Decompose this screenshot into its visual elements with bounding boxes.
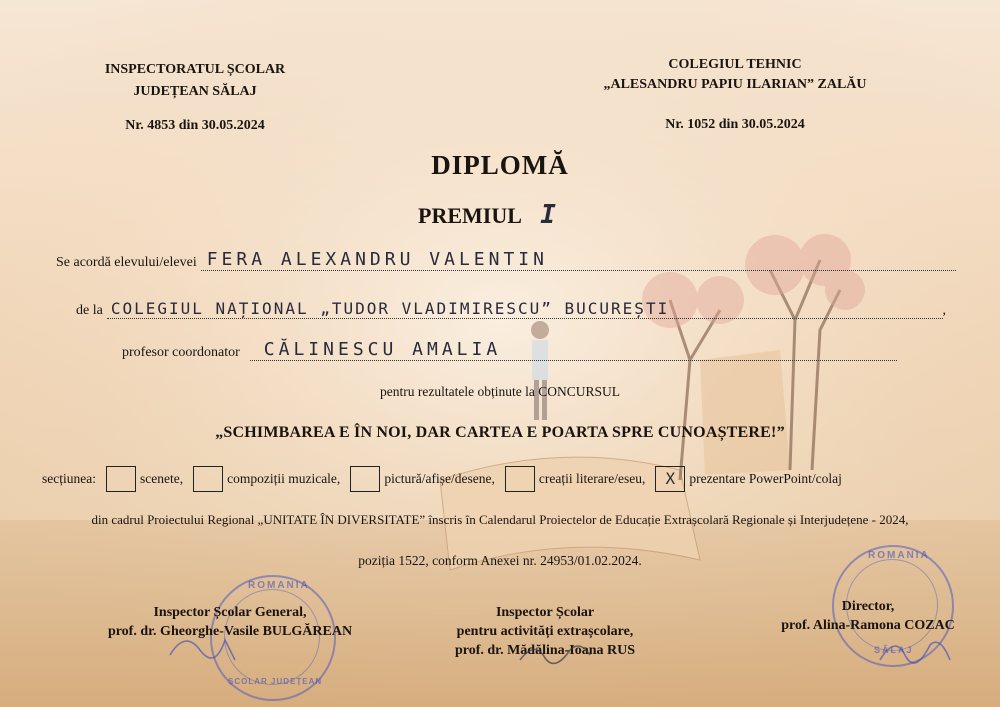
project-line: din cadrul Proiectului Regional „UNITATE ÎN DIVERSITATE” înscris în Calendarul Proiectelor de Educație Extrașcolară Regionale și Interjudețene - 2024, [91, 512, 909, 527]
prize-value: I [540, 200, 560, 230]
stamp-left-top-text: ROMANIA [248, 580, 310, 591]
right-header-line1: COLEGIUL TEHNIC [668, 57, 802, 72]
section-option-label: scenete, [139, 471, 184, 486]
stamp-right-bottom-text: SĂLAJ [874, 645, 914, 655]
school-label: de la [76, 303, 103, 318]
school-suffix: , [942, 303, 946, 318]
signature-3-title: Director, [841, 599, 895, 614]
signature-1-name: prof. dr. Gheorghe-Vasile BULGĂREAN [107, 624, 353, 639]
teacher-label: profesor coordonator [122, 345, 240, 360]
student-label: Se acordă elevului/elevei [56, 255, 197, 270]
diploma-title: DIPLOMĂ [431, 150, 569, 180]
stamp-left-bottom-text: ȘCOLAR JUDEȚEAN [228, 677, 323, 686]
signature-1-title: Inspector Școlar General, [153, 605, 307, 620]
prize-label: PREMIUL [418, 203, 521, 228]
contest-intro: pentru rezultatele obținute la CONCURSUL [380, 384, 620, 399]
school-name: COLEGIUL NAȚIONAL „TUDOR VLADIMIRESCU” BUCUREȘTI [110, 299, 670, 318]
section-option-label: pictură/afișe/desene, [384, 471, 495, 486]
stamp-right-top-text: ROMANIA [868, 550, 930, 561]
teacher-name: CĂLINESCU AMALIA [263, 339, 502, 360]
left-header-line2: JUDEȚEAN SĂLAJ [133, 84, 257, 99]
signature-3-name: prof. Alina-Ramona COZAC [781, 618, 955, 633]
signature-2-subtitle: pentru activități extrașcolare, [456, 624, 634, 639]
left-header-line1: INSPECTORATUL ȘCOLAR [104, 62, 286, 77]
signature-2-name: prof. dr. Mădălina-Ioana RUS [454, 643, 636, 658]
signature-2-title: Inspector Școlar [495, 605, 595, 620]
position-line: poziția 1522, conform Anexei nr. 24953/01.02.2024. [358, 553, 642, 568]
section-option-label: creații literare/eseu, [538, 471, 646, 486]
right-header-number: Nr. 1052 din 30.05.2024 [665, 117, 805, 132]
student-name: FERA ALEXANDRU VALENTIN [206, 249, 548, 270]
section-option-label: prezentare PowerPoint/colaj [689, 471, 842, 486]
contest-name: „SCHIMBAREA E ÎN NOI, DAR CARTEA E POARTA SPRE CUNOAȘTERE!” [215, 424, 785, 441]
section-option-label: compoziții muzicale, [227, 471, 341, 486]
checkbox-mark: X [665, 469, 676, 488]
right-header-line2: „ALESANDRU PAPIU ILARIAN” ZALĂU [603, 77, 867, 92]
section-label: secțiunea: [42, 471, 96, 486]
left-header-number: Nr. 4853 din 30.05.2024 [125, 118, 265, 133]
